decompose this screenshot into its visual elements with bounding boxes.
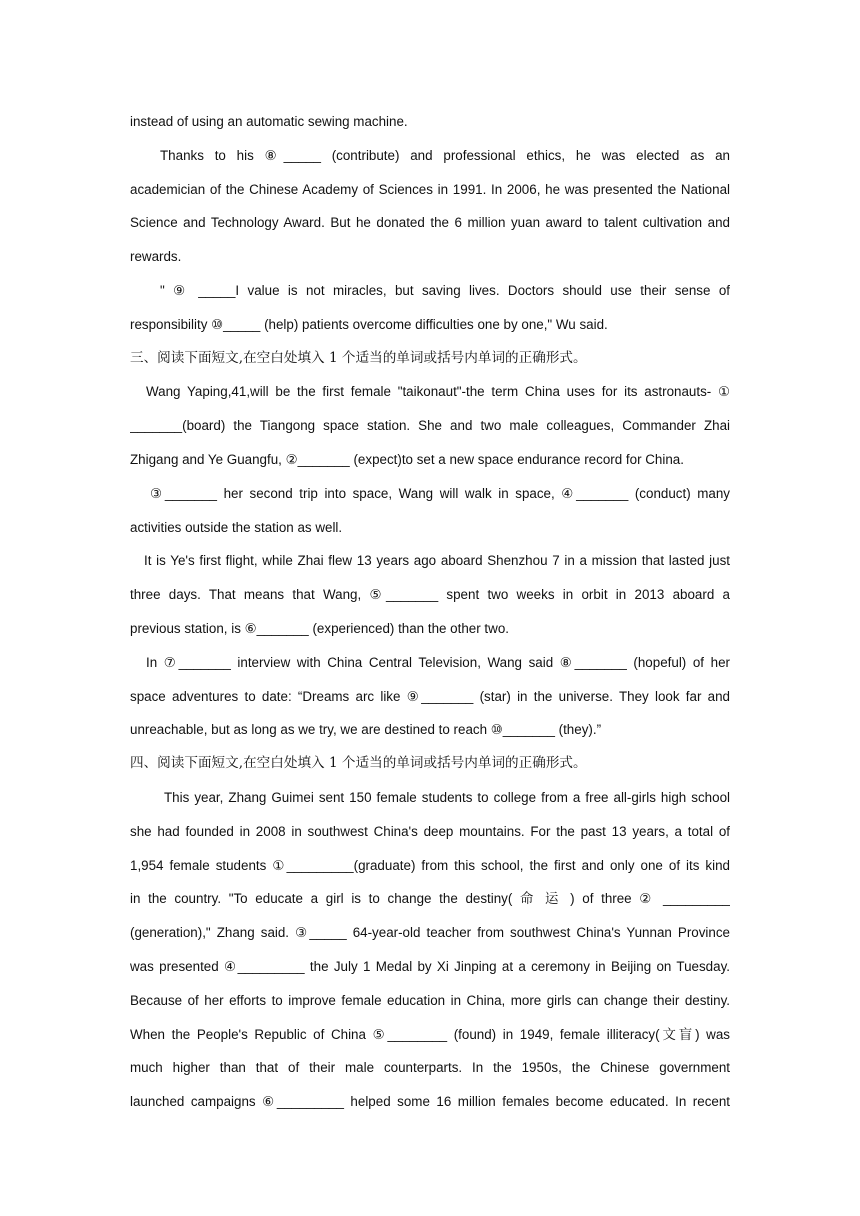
text-line: previous station, is ⑥_______ (experienced) than the other two. <box>130 620 509 636</box>
text-line: responsibility ⑩_____ (help) patients overcome difficulties one by one," Wu said. <box>130 316 608 332</box>
text-line: ③_______ her second trip into space, Wang will walk in space, ④_______ (conduct) many <box>150 485 730 501</box>
text-line: she had founded in 2008 in southwest China's deep mountains. For the past 13 years, a total of <box>130 823 730 839</box>
section-heading: 三、阅读下面短文,在空白处填入 1 个适当的单词或括号内单词的正确形式。 <box>130 349 587 366</box>
text-line: 1,954 female students ①_________(graduate) from this school, the first and only one of its kind <box>130 857 730 873</box>
text-line: much higher than that of their male counterparts. In the 1950s, the Chinese government <box>130 1060 730 1076</box>
text-line: launched campaigns ⑥_________ helped some 16 million females become educated. In recent <box>130 1094 730 1110</box>
text-line: instead of using an automatic sewing machine. <box>130 114 408 129</box>
text-line: unreachable, but as long as we try, we are destined to reach ⑩_______ (they).” <box>130 722 602 738</box>
text-line: three days. That means that Wang, ⑤_______ spent two weeks in orbit in 2013 aboard a <box>130 587 730 603</box>
text-line: in the country. "To educate a girl is to change the destiny( 命 运 ) of three ② _________ <box>130 891 730 907</box>
document-page <box>130 108 730 1122</box>
text-line: Because of her efforts to improve female education in China, more girls can change their destiny. <box>130 992 730 1008</box>
text-line: When the People's Republic of China ⑤________ (found) in 1949, female illiteracy(文盲) was <box>130 1026 730 1042</box>
text-line: activities outside the station as well. <box>130 519 343 535</box>
text-line: (generation)," Zhang said. ③_____ 64-year-old teacher from southwest China's Yunnan Province <box>130 925 730 941</box>
text-line: Zhigang and Ye Guangfu, ②_______ (expect)to set a new space endurance record for China. <box>130 451 684 467</box>
text-line: Thanks to his ⑧_____ (contribute) and professional ethics, he was elected as an <box>160 147 730 163</box>
text-line: space adventures to date: “Dreams arc like ⑨_______ (star) in the universe. They look far and <box>130 688 730 704</box>
text-line: Science and Technology Award. But he donated the 6 million yuan award to talent cultivation and <box>130 215 730 231</box>
text-line: was presented ④_________ the July 1 Medal by Xi Jinping at a ceremony in Beijing on Tuesday. <box>130 958 730 974</box>
text-line: Wang Yaping,41,will be the first female "taikonaut"-the term China uses for its astronauts- ① <box>146 384 730 400</box>
text-line: In ⑦_______ interview with China Central Television, Wang said ⑧_______ (hopeful) of her <box>146 654 730 670</box>
text-line: academician of the Chinese Academy of Sciences in 1991. In 2006, he was presented the National <box>130 181 730 197</box>
section-heading: 四、阅读下面短文,在空白处填入 1 个适当的单词或括号内单词的正确形式。 <box>130 755 587 772</box>
text-line: This year, Zhang Guimei sent 150 female students to college from a free all-girls high school <box>164 789 730 805</box>
text-line: _______(board) the Tiangong space station. She and two male colleagues, Commander Zhai <box>130 418 730 434</box>
text-line: It is Ye's first flight, while Zhai flew 13 years ago aboard Shenzhou 7 in a mission that lasted just <box>144 553 730 569</box>
text-line: " ⑨ _____I value is not miracles, but saving lives. Doctors should use their sense of <box>160 282 730 298</box>
text-line: rewards. <box>130 249 182 265</box>
